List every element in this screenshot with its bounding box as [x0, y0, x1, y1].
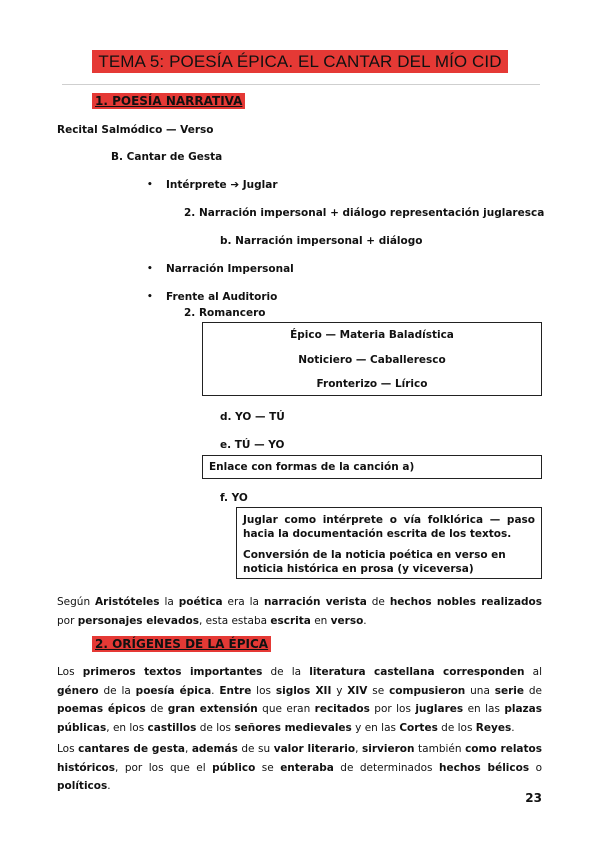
text-run: por	[57, 614, 78, 627]
bullet-marker: •	[147, 180, 153, 190]
outline-narracion-juglaresca: 2. Narración impersonal + diálogo representación juglaresca	[184, 207, 545, 219]
bold-phrase: como relatos históricos	[57, 743, 542, 774]
bold-phrase: Cortes	[399, 721, 438, 734]
text-run: de	[366, 596, 390, 608]
bold-phrase: sirvieron	[362, 743, 415, 755]
text-run: de	[145, 703, 168, 715]
bullet-marker: •	[147, 264, 153, 274]
text-run: o	[529, 761, 542, 774]
juglar-box-text: Conversión de la noticia poética en verso en noticia histórica en prosa (y viceversa)	[243, 549, 506, 575]
text-run: de su	[237, 743, 274, 755]
bold-phrase: juglares	[415, 703, 464, 715]
outline-yo-tu: d. YO — TÚ	[220, 411, 285, 423]
romancero-type: Épico — Materia Baladística	[290, 329, 454, 341]
bold-phrase: literatura castellana corresponden	[309, 666, 525, 678]
outline-narracion-dialogo: b. Narración impersonal + diálogo	[220, 235, 423, 247]
romancero-types-box	[202, 322, 542, 396]
text-run: de los	[437, 721, 476, 734]
romancero-type: Noticiero — Caballeresco	[298, 354, 446, 366]
text-run: ,	[355, 743, 363, 755]
aristoteles-paragraph	[57, 593, 542, 630]
bold-phrase: cantares de gesta	[78, 743, 185, 755]
bold-phrase: poética	[178, 596, 223, 608]
section2-heading-wrap	[92, 637, 271, 651]
enlace-box: Enlace con formas de la canción a)	[202, 455, 542, 479]
text-run: era la	[222, 596, 264, 608]
outline-cantar-gesta: B. Cantar de Gesta	[111, 151, 223, 163]
bold-phrase: público	[212, 761, 256, 774]
text-run: en	[310, 614, 331, 627]
bold-phrase: además	[191, 743, 238, 755]
bold-phrase: Aristóteles	[95, 596, 160, 608]
bold-phrase: recitados	[314, 703, 370, 715]
text-run: .	[511, 721, 515, 734]
text-run: de determinados	[333, 761, 439, 774]
bold-phrase: hechos bélicos	[439, 761, 530, 774]
outline-romancero: 2. Romancero	[184, 307, 266, 319]
text-run: .	[211, 684, 220, 697]
origenes-paragraph	[57, 663, 542, 737]
bold-phrase: Reyes	[475, 721, 512, 734]
text-run: ,	[184, 743, 192, 755]
bold-phrase: castillos	[147, 721, 197, 734]
juglar-box	[236, 507, 542, 579]
page-title: TEMA 5: POESÍA ÉPICA. EL CANTAR DEL MÍO CID	[92, 50, 507, 73]
bold-phrase: narración verista	[263, 596, 367, 608]
page-number: 23	[525, 791, 542, 805]
bullet-marker: •	[147, 292, 153, 302]
title-divider	[62, 84, 540, 85]
bold-phrase: siglos XII	[275, 684, 332, 697]
text-run: la	[159, 596, 179, 608]
outline-narracion-impersonal: Narración Impersonal	[166, 263, 294, 275]
bold-phrase: poesía épica	[135, 684, 212, 697]
outline-tu-yo: e. TÚ — YO	[220, 439, 285, 451]
text-run: al	[524, 666, 542, 678]
text-run: , en los	[106, 721, 148, 734]
bold-phrase: políticos	[57, 780, 108, 792]
romancero-type: Fronterizo — Lírico	[316, 378, 428, 390]
page-title-wrap	[0, 52, 600, 72]
text-run: .	[363, 614, 367, 627]
text-run: de los	[196, 721, 235, 734]
bold-phrase: plazas públicas	[57, 703, 542, 734]
bold-phrase: gran extensión	[167, 703, 258, 715]
text-run: Según	[57, 596, 96, 608]
bold-phrase: poemas épicos	[57, 703, 146, 715]
bold-phrase: serie	[494, 684, 525, 697]
bold-phrase: escrita	[270, 614, 311, 627]
text-run: .	[107, 780, 111, 792]
text-run: que eran	[257, 703, 315, 715]
bold-phrase: XIV	[347, 684, 368, 697]
outline-yo: f. YO	[220, 492, 248, 504]
text-run: de	[524, 684, 542, 697]
outline-interprete: Intérprete ➔ Juglar	[166, 179, 278, 191]
outline-recital: Recital Salmódico — Verso	[57, 124, 214, 136]
text-run: , esta estaba	[198, 614, 271, 627]
cantares-paragraph	[57, 740, 542, 796]
text-run: una	[465, 684, 495, 697]
text-run: Los	[57, 666, 83, 678]
text-run: también	[414, 743, 466, 755]
text-run: en las	[463, 703, 505, 715]
text-run: , por los que el	[115, 761, 213, 774]
juglar-box-text: Juglar como intérprete o vía folklórica — paso hacia la documentación escrita de los textos.	[243, 514, 535, 540]
text-run: de la	[98, 684, 136, 697]
bold-phrase: enteraba	[280, 761, 334, 774]
bold-phrase: hechos nobles realizados	[389, 596, 543, 608]
text-run: por los	[369, 703, 416, 715]
bold-phrase: compusieron	[389, 684, 466, 697]
outline-frente-auditorio: Frente al Auditorio	[166, 291, 278, 303]
bold-phrase: personajes elevados	[77, 614, 199, 627]
text-run: y	[331, 684, 348, 697]
bold-phrase: señores medievales	[234, 721, 352, 734]
bold-phrase: Entre	[219, 684, 252, 697]
bold-phrase: género	[57, 684, 99, 697]
text-run: los	[251, 684, 276, 697]
section1-heading: 1. POESÍA NARRATIVA	[92, 93, 245, 109]
text-run: se	[367, 684, 390, 697]
text-run: se	[255, 761, 281, 774]
section2-heading: 2. ORÍGENES DE LA ÉPICA	[92, 636, 271, 652]
text-run: y en las	[351, 721, 400, 734]
text-run: Los	[57, 743, 79, 755]
section1-heading-wrap	[92, 94, 245, 108]
text-run: de la	[262, 666, 310, 678]
bold-phrase: valor literario	[273, 743, 356, 755]
bold-phrase: verso	[330, 614, 364, 627]
bold-phrase: primeros textos importantes	[82, 666, 263, 678]
